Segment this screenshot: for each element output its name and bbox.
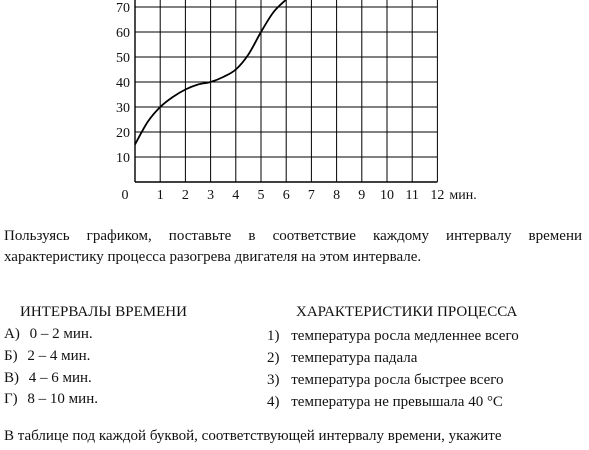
x-tick-label: 4 <box>232 188 240 203</box>
interval-v <box>4 370 92 390</box>
x-tick-label: 7 <box>307 188 315 203</box>
characteristic-number: 4) <box>267 394 280 410</box>
x-tick-label: 5 <box>257 188 265 203</box>
temperature-chart <box>0 0 589 210</box>
characteristic-text: температура падала <box>291 350 418 366</box>
characteristic-text: температура не превышала 40 °С <box>291 394 503 410</box>
characteristics-header: ХАРАКТЕРИСТИКИ ПРОЦЕССА <box>296 304 518 320</box>
x-tick-label: 12 <box>430 188 445 203</box>
interval-a <box>4 326 93 346</box>
x-tick-label: 3 <box>207 188 215 203</box>
characteristic-text: температура росла медленнее всего <box>291 328 519 344</box>
interval-letter: А) <box>4 326 20 342</box>
y-tick-label: 20 <box>116 126 130 141</box>
characteristic-2 <box>267 350 417 370</box>
chart-grid <box>135 0 437 182</box>
characteristic-number: 2) <box>267 350 280 366</box>
characteristic-number: 3) <box>267 372 280 388</box>
intervals-header: ИНТЕРВАЛЫ ВРЕМЕНИ <box>20 304 187 320</box>
footer-instruction: В таблице под каждой буквой, соответствующей интервалу времени, укажите <box>4 428 502 444</box>
instruction-paragraph: Пользуясь графиком, поставьте в соответствие каждому интервалу времени характеристику процесса разогрева двигателя на этом интервале. <box>4 228 582 265</box>
interval-g <box>4 391 98 411</box>
x-tick-label: 1 <box>156 188 164 203</box>
interval-text: 8 – 10 мин. <box>27 391 98 407</box>
interval-text: 4 – 6 мин. <box>28 370 92 386</box>
x-tick-labels <box>122 188 477 203</box>
interval-text: 2 – 4 мин. <box>27 348 91 364</box>
y-tick-label: 30 <box>116 101 130 116</box>
x-tick-label: 9 <box>358 188 366 203</box>
x-unit-label: мин. <box>449 188 477 203</box>
characteristic-4 <box>267 394 503 414</box>
interval-letter: Г) <box>4 391 18 407</box>
interval-letter: Б) <box>4 348 18 364</box>
x-tick-label: 6 <box>282 188 290 203</box>
y-tick-label: 50 <box>116 51 130 66</box>
y-tick-labels <box>116 1 130 166</box>
x-tick-label: 8 <box>333 188 341 203</box>
interval-text: 0 – 2 мин. <box>29 326 93 342</box>
y-tick-label: 40 <box>116 76 130 91</box>
y-tick-label: 70 <box>116 1 130 16</box>
characteristic-1 <box>267 328 519 348</box>
characteristic-3 <box>267 372 504 392</box>
x-tick-label: 0 <box>121 188 129 203</box>
characteristic-number: 1) <box>267 328 280 344</box>
interval-b <box>4 348 90 368</box>
x-tick-label: 2 <box>181 188 189 203</box>
interval-letter: В) <box>4 370 19 386</box>
y-tick-label: 10 <box>116 151 130 166</box>
x-tick-label: 11 <box>405 188 419 203</box>
x-tick-label: 10 <box>380 188 394 203</box>
characteristic-text: температура росла быстрее всего <box>291 372 504 388</box>
y-tick-label: 60 <box>116 26 130 41</box>
